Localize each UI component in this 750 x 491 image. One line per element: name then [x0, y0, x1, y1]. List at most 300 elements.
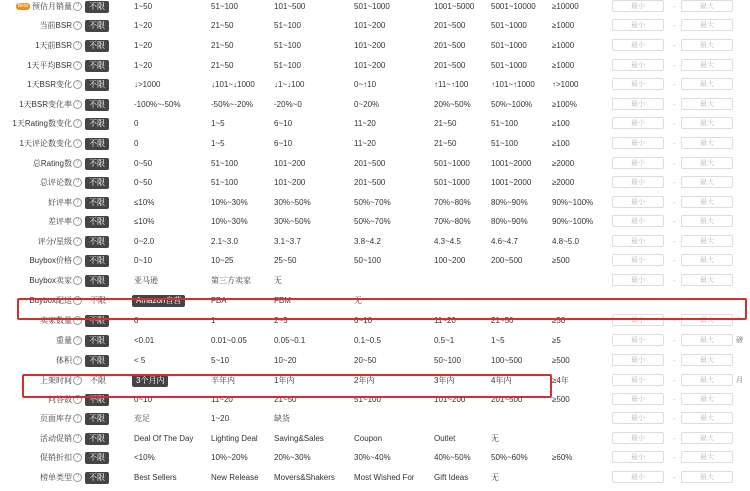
filter-option[interactable]: ≥50 — [552, 316, 566, 325]
filter-option[interactable]: 1~20 — [134, 61, 153, 70]
range-separator: - — [673, 376, 676, 385]
filter-option[interactable]: 51~100 — [491, 139, 518, 148]
min-input[interactable]: 最小 — [612, 393, 664, 405]
filter-option[interactable]: 1~5 — [211, 119, 225, 128]
filter-option[interactable]: Movers&Shakers — [274, 473, 335, 482]
min-input[interactable]: 最小 — [612, 471, 664, 483]
filter-option[interactable]: -20%~0 — [274, 100, 302, 109]
filter-option[interactable]: 51~100 — [211, 159, 238, 168]
filter-row — [0, 137, 750, 151]
filter-option[interactable]: 21~50 — [434, 139, 457, 148]
no-limit-option[interactable]: 不限 — [90, 296, 106, 305]
no-limit-option[interactable]: 不限 — [85, 177, 109, 189]
min-input[interactable]: 最小 — [612, 235, 664, 247]
filter-label — [40, 432, 82, 446]
help-icon: ? — [73, 198, 82, 207]
help-icon: ? — [73, 21, 82, 30]
filter-option[interactable]: 80%~90% — [491, 198, 528, 207]
filter-option[interactable]: 101~200 — [354, 61, 386, 70]
filter-option[interactable]: 1001~2000 — [491, 159, 532, 168]
filter-row — [0, 274, 750, 288]
filter-row — [0, 0, 750, 14]
max-input[interactable]: 最大 — [681, 451, 733, 463]
filter-option[interactable]: ≥500 — [552, 395, 570, 404]
no-limit-option[interactable]: 不限 — [85, 118, 109, 130]
filter-option[interactable]: 半年内 — [211, 376, 235, 385]
min-input[interactable]: 最小 — [612, 215, 664, 227]
filter-option[interactable]: ≥1000 — [552, 41, 575, 50]
filter-option[interactable]: 51~100 — [491, 119, 518, 128]
max-input[interactable]: 最大 — [681, 176, 733, 188]
no-limit-option[interactable]: 不限 — [85, 60, 109, 72]
filter-option[interactable]: 1~20 — [134, 21, 153, 30]
filter-option[interactable]: 10~25 — [211, 256, 234, 265]
min-input[interactable]: 最小 — [612, 374, 664, 386]
filter-option[interactable]: Amazon自营 — [132, 295, 185, 307]
filter-option[interactable]: FBA — [211, 296, 227, 305]
filter-option[interactable]: 亚马逊 — [134, 276, 158, 285]
no-limit-option[interactable]: 不限 — [85, 99, 109, 111]
range-separator: - — [673, 100, 676, 109]
filter-option[interactable]: 51~100 — [274, 21, 301, 30]
filter-option[interactable]: ≥1000 — [552, 21, 575, 30]
filter-label-text: 1天Rating数变化 — [12, 119, 72, 128]
filter-option[interactable]: 51~100 — [211, 178, 238, 187]
filter-option[interactable]: Outlet — [434, 434, 456, 443]
help-icon: ? — [73, 80, 82, 89]
filter-option[interactable]: 第三方卖家 — [211, 276, 251, 285]
max-input[interactable]: 最大 — [681, 215, 733, 227]
filter-option[interactable]: 0 — [134, 119, 139, 128]
filter-option[interactable]: 20%~30% — [274, 453, 311, 462]
max-input[interactable]: 最大 — [681, 157, 733, 169]
filter-option[interactable]: 无 — [354, 296, 362, 305]
filter-option[interactable]: 30%~50% — [274, 198, 311, 207]
filter-option[interactable]: 2.1~3.0 — [211, 237, 238, 246]
max-input[interactable]: 最大 — [681, 137, 733, 149]
filter-option[interactable]: 2年内 — [354, 376, 375, 385]
no-limit-option[interactable]: 不限 — [85, 433, 109, 445]
max-input[interactable]: 最大 — [681, 117, 733, 129]
filter-option[interactable]: 3个月内 — [132, 375, 168, 387]
filter-option[interactable]: Most Wished For — [354, 473, 415, 482]
filter-option[interactable]: 501~1000 — [434, 159, 470, 168]
filter-option[interactable]: ≥4年 — [552, 376, 569, 385]
filter-option[interactable]: 30%~50% — [274, 217, 311, 226]
min-input[interactable]: 最小 — [612, 137, 664, 149]
filter-option[interactable]: 200~500 — [491, 256, 523, 265]
max-input[interactable]: 最大 — [681, 432, 733, 444]
range-separator: - — [673, 139, 676, 148]
unit-label: 磅 — [736, 337, 743, 344]
help-icon: ? — [73, 336, 82, 345]
max-input[interactable]: 最大 — [681, 59, 733, 71]
filter-option[interactable]: 0 — [134, 139, 139, 148]
filter-option[interactable]: <0.01 — [134, 336, 155, 345]
max-input[interactable]: 最大 — [681, 235, 733, 247]
filter-option[interactable]: ≥2000 — [552, 159, 575, 168]
filter-option[interactable]: ≤10% — [134, 198, 155, 207]
no-limit-option[interactable]: 不限 — [85, 315, 109, 327]
filter-option[interactable]: 501~1000 — [491, 21, 527, 30]
filter-label — [48, 196, 82, 210]
filter-option[interactable]: 0~10 — [134, 256, 153, 265]
filter-option[interactable]: 1 — [211, 316, 216, 325]
filter-option[interactable]: 25~50 — [274, 256, 297, 265]
min-input[interactable]: 最小 — [612, 39, 664, 51]
range-separator: - — [673, 453, 676, 462]
filter-option[interactable]: -50%~-20% — [211, 100, 254, 109]
filter-option[interactable]: 11~20 — [354, 119, 376, 128]
min-input[interactable]: 最小 — [612, 0, 664, 12]
filter-option[interactable]: 1~5 — [491, 336, 505, 345]
min-input[interactable]: 最小 — [612, 176, 664, 188]
filter-option[interactable]: 11~20 — [354, 139, 376, 148]
filter-row — [0, 98, 750, 112]
filter-option[interactable]: 50~100 — [354, 256, 381, 265]
no-limit-option[interactable]: 不限 — [90, 376, 106, 385]
filter-option[interactable]: 0~50 — [134, 178, 153, 187]
filter-row — [0, 451, 750, 465]
min-input[interactable]: 最小 — [612, 157, 664, 169]
filter-option[interactable]: 501~1000 — [354, 2, 390, 11]
filter-option[interactable]: 6~10 — [354, 316, 373, 325]
filter-option[interactable]: 70%~80% — [434, 198, 471, 207]
max-input[interactable]: 最大 — [681, 254, 733, 266]
help-icon: ? — [73, 395, 82, 404]
no-limit-option[interactable]: 不限 — [85, 275, 109, 287]
max-input[interactable]: 最大 — [681, 393, 733, 405]
filter-label — [12, 117, 82, 131]
max-input[interactable]: 最大 — [681, 274, 733, 286]
max-input[interactable]: 最大 — [681, 334, 733, 346]
filter-option[interactable]: ↓1~↓100 — [274, 80, 305, 89]
no-limit-option[interactable]: 不限 — [85, 335, 109, 347]
no-limit-option[interactable]: 不限 — [85, 79, 109, 91]
max-input[interactable]: 最大 — [681, 78, 733, 90]
filter-row — [0, 19, 750, 33]
filter-option[interactable]: 充足 — [134, 414, 150, 423]
filter-option[interactable]: Coupon — [354, 434, 383, 443]
min-input[interactable]: 最小 — [612, 254, 664, 266]
filter-label-text: 问答数 — [48, 395, 72, 404]
min-input[interactable]: 最小 — [612, 117, 664, 129]
filter-option[interactable]: FBM — [274, 296, 291, 305]
filter-row — [0, 117, 750, 131]
filter-option[interactable]: 201~500 — [434, 21, 466, 30]
filter-option[interactable]: ↓101~↓1000 — [211, 80, 255, 89]
max-input[interactable]: 最大 — [681, 471, 733, 483]
filter-option[interactable]: ↑101~↑1000 — [491, 80, 535, 89]
filter-label — [40, 176, 82, 190]
max-input[interactable]: 最大 — [681, 374, 733, 386]
filter-option[interactable]: Saving&Sales — [274, 434, 324, 443]
filter-option[interactable]: 4.3~4.5 — [434, 237, 461, 246]
filter-option[interactable]: ≥500 — [552, 356, 570, 365]
filter-option[interactable]: 11~20 — [434, 316, 456, 325]
filter-option[interactable]: 101~500 — [274, 2, 306, 11]
help-icon: ? — [73, 434, 82, 443]
filter-label-text: 总评论数 — [40, 178, 72, 187]
filter-option[interactable]: -100%~-50% — [134, 100, 181, 109]
min-input[interactable]: 最小 — [612, 432, 664, 444]
filter-option[interactable]: ↓>1000 — [134, 80, 161, 89]
filter-option[interactable]: 501~1000 — [491, 61, 527, 70]
min-input[interactable]: 最小 — [612, 314, 664, 326]
filter-label-text: 1天BSR变化 — [27, 80, 72, 89]
filter-option[interactable]: 50%~100% — [491, 100, 533, 109]
filter-option[interactable]: 201~500 — [354, 178, 386, 187]
range-separator: - — [673, 61, 676, 70]
filter-label-text: 好评率 — [48, 198, 72, 207]
filter-option[interactable]: 90%~100% — [552, 217, 594, 226]
filter-label-text: 卖家数量 — [40, 316, 72, 325]
filter-option[interactable]: 40%~50% — [434, 453, 471, 462]
filter-option[interactable]: 501~1000 — [434, 178, 470, 187]
min-input[interactable]: 最小 — [612, 334, 664, 346]
filter-label — [56, 354, 82, 368]
filter-option[interactable]: 201~500 — [491, 395, 523, 404]
filter-option[interactable]: Gift Ideas — [434, 473, 469, 482]
filter-option[interactable]: ≥2000 — [552, 178, 575, 187]
filter-option[interactable]: 21~50 — [211, 41, 234, 50]
filter-option[interactable]: 1~50 — [134, 2, 153, 11]
filter-option[interactable]: 0~50 — [134, 159, 153, 168]
filter-option[interactable]: 20%~50% — [434, 100, 471, 109]
filter-option[interactable]: 0~20% — [354, 100, 380, 109]
filter-label-text: 重量 — [56, 336, 72, 345]
filter-option[interactable]: ≥100 — [552, 139, 570, 148]
filter-label-text: 评分/星级 — [37, 237, 72, 246]
no-limit-option[interactable]: 不限 — [85, 20, 109, 32]
no-limit-option[interactable]: 不限 — [85, 394, 109, 406]
min-input[interactable]: 最小 — [612, 196, 664, 208]
filter-option[interactable]: 21~50 — [211, 61, 234, 70]
min-input[interactable]: 最小 — [612, 98, 664, 110]
max-input[interactable]: 最大 — [681, 0, 733, 12]
min-input[interactable]: 最小 — [612, 19, 664, 31]
filter-option[interactable]: 50%~70% — [354, 198, 391, 207]
filter-option[interactable]: 3.1~3.7 — [274, 237, 301, 246]
range-separator: - — [673, 237, 676, 246]
filter-option[interactable]: 90%~100% — [552, 198, 594, 207]
filter-label — [56, 334, 82, 348]
filter-option[interactable]: ≥100 — [552, 119, 570, 128]
min-input[interactable]: 最小 — [612, 451, 664, 463]
filter-option[interactable]: ≥1000 — [552, 61, 575, 70]
filter-option[interactable]: Lighting Deal — [211, 434, 258, 443]
help-icon: ? — [73, 316, 82, 325]
filter-option[interactable]: 4.6~4.7 — [491, 237, 518, 246]
filter-option[interactable]: 1~20 — [134, 41, 153, 50]
help-icon: ? — [73, 159, 82, 168]
filter-option[interactable]: 101~200 — [274, 159, 306, 168]
filter-row — [0, 432, 750, 446]
filter-option[interactable]: 4.8~5.0 — [552, 237, 579, 246]
filter-option[interactable]: 无 — [491, 434, 499, 443]
filter-label — [38, 235, 82, 249]
filter-option[interactable]: ≥100% — [552, 100, 577, 109]
min-input[interactable]: 最小 — [612, 354, 664, 366]
no-limit-option[interactable]: 不限 — [85, 236, 109, 248]
filter-option[interactable]: 3.8~4.2 — [354, 237, 381, 246]
highlight-box — [22, 374, 552, 398]
filter-option[interactable]: 10%~20% — [211, 453, 248, 462]
filter-option[interactable]: 11~20 — [211, 395, 233, 404]
filter-label-text: 总Rating数 — [32, 159, 72, 168]
filter-label-text: 1天评论数变化 — [19, 139, 72, 148]
filter-option[interactable]: 0 — [134, 316, 139, 325]
filter-option[interactable]: ≤10% — [134, 217, 155, 226]
filter-option[interactable]: Best Sellers — [134, 473, 177, 482]
range-separator: - — [673, 198, 676, 207]
max-input[interactable]: 最大 — [681, 314, 733, 326]
filter-option[interactable]: 10%~30% — [211, 198, 248, 207]
filter-option[interactable]: ↑11~↑100 — [434, 80, 469, 89]
min-input[interactable]: 最小 — [612, 274, 664, 286]
filter-option[interactable]: ≥5 — [552, 336, 561, 345]
no-limit-option[interactable]: 不限 — [85, 158, 109, 170]
min-input[interactable]: 最小 — [612, 412, 664, 424]
filter-row — [0, 78, 750, 92]
max-input[interactable]: 最大 — [681, 196, 733, 208]
filter-option[interactable]: 5~10 — [211, 356, 230, 365]
filter-row — [0, 39, 750, 53]
filter-option[interactable]: 0~10 — [134, 395, 153, 404]
filter-option[interactable]: 50~100 — [434, 356, 461, 365]
filter-option[interactable]: 80%~90% — [491, 217, 528, 226]
filter-option[interactable]: 101~200 — [434, 395, 466, 404]
unit-label: 月 — [736, 377, 743, 384]
no-limit-option[interactable]: 不限 — [85, 1, 109, 13]
filter-label-text: 体积 — [56, 356, 72, 365]
filter-option[interactable]: < 5 — [134, 356, 146, 365]
filter-option[interactable]: 51~100 — [354, 395, 381, 404]
no-limit-option[interactable]: 不限 — [85, 138, 109, 150]
filter-label-text: 榜单类型 — [40, 473, 72, 482]
filter-option[interactable]: 6~10 — [274, 119, 293, 128]
filter-label-text: Buybox配送 — [29, 296, 72, 305]
filter-option[interactable]: 201~500 — [434, 61, 466, 70]
no-limit-option[interactable]: 不限 — [85, 413, 109, 425]
filter-label-text: Buybox卖家 — [29, 276, 72, 285]
filter-option[interactable]: 100~200 — [434, 256, 466, 265]
filter-option[interactable]: 50%~60% — [491, 453, 528, 462]
filter-option[interactable]: 0.5~1 — [434, 336, 455, 345]
max-input[interactable]: 最大 — [681, 19, 733, 31]
filter-option[interactable]: ≥10000 — [552, 2, 579, 11]
no-limit-option[interactable]: 不限 — [85, 197, 109, 209]
filter-label-text: 1天平均BSR — [27, 61, 72, 70]
filter-option[interactable]: ≥60% — [552, 453, 573, 462]
filter-option[interactable]: 6~10 — [274, 139, 293, 148]
max-input[interactable]: 最大 — [681, 98, 733, 110]
no-limit-option[interactable]: 不限 — [85, 40, 109, 52]
filter-option[interactable]: 0.01~0.05 — [211, 336, 247, 345]
no-limit-option[interactable]: 不限 — [85, 472, 109, 484]
help-icon: ? — [73, 2, 82, 11]
filter-option[interactable]: 21~50 — [434, 119, 457, 128]
filter-label-text: 活动促销 — [40, 434, 72, 443]
filter-option[interactable]: 1~20 — [211, 414, 230, 423]
max-input[interactable]: 最大 — [681, 412, 733, 424]
filter-option[interactable]: 0~↑10 — [354, 80, 377, 89]
filter-option[interactable]: 51~100 — [274, 41, 301, 50]
filter-option[interactable]: 无 — [491, 473, 499, 482]
filter-option[interactable]: 501~1000 — [491, 41, 527, 50]
filter-option[interactable]: 51~100 — [211, 2, 238, 11]
filter-option[interactable]: 101~200 — [274, 178, 306, 187]
filter-option[interactable]: 101~200 — [354, 21, 386, 30]
filter-option[interactable]: 30%~40% — [354, 453, 391, 462]
max-input[interactable]: 最大 — [681, 39, 733, 51]
filter-option[interactable]: 3年内 — [434, 376, 455, 385]
range-separator: - — [673, 395, 676, 404]
filter-option[interactable]: New Release — [211, 473, 259, 482]
filter-label-text: 促销折扣 — [40, 453, 72, 462]
min-input[interactable]: 最小 — [612, 59, 664, 71]
filter-option[interactable]: 50%~70% — [354, 217, 391, 226]
no-limit-option[interactable]: 不限 — [85, 255, 109, 267]
filter-option[interactable]: 100~500 — [491, 356, 523, 365]
filter-label — [40, 451, 82, 465]
filter-option[interactable]: <10% — [134, 453, 155, 462]
filter-option[interactable]: 51~100 — [274, 61, 301, 70]
filter-option[interactable]: 1001~5000 — [434, 2, 475, 11]
filter-option[interactable]: 1年内 — [274, 376, 295, 385]
filter-option[interactable]: 101~200 — [354, 41, 386, 50]
range-separator: - — [673, 276, 676, 285]
filter-option[interactable]: 0~2.0 — [134, 237, 155, 246]
range-separator: - — [673, 21, 676, 30]
help-icon: ? — [73, 178, 82, 187]
min-input[interactable]: 最小 — [612, 78, 664, 90]
help-icon: ? — [73, 217, 82, 226]
filter-option[interactable]: 0.05~0.1 — [274, 336, 306, 345]
no-limit-option[interactable]: 不限 — [85, 355, 109, 367]
filter-option[interactable]: 缺货 — [274, 414, 290, 423]
filter-option[interactable]: 0.1~0.5 — [354, 336, 381, 345]
filter-label — [40, 471, 82, 485]
filter-label — [33, 157, 82, 171]
filter-option[interactable]: 70%~80% — [434, 217, 471, 226]
filter-option[interactable]: 20~50 — [354, 356, 377, 365]
no-limit-option[interactable]: 不限 — [85, 452, 109, 464]
help-icon: ? — [73, 100, 82, 109]
filter-option[interactable]: 21~50 — [491, 316, 514, 325]
filter-label-text: 1天BSR变化率 — [19, 100, 72, 109]
filter-option[interactable]: 5001~10000 — [491, 2, 536, 11]
filter-option[interactable]: 2~5 — [274, 316, 288, 325]
max-input[interactable]: 最大 — [681, 354, 733, 366]
filter-option[interactable]: ↑>1000 — [552, 80, 579, 89]
filter-option[interactable]: 10~20 — [274, 356, 297, 365]
no-limit-option[interactable]: 不限 — [85, 216, 109, 228]
filter-option[interactable]: 201~500 — [354, 159, 386, 168]
filter-option[interactable]: 1001~2000 — [491, 178, 532, 187]
filter-option[interactable]: Deal Of The Day — [134, 434, 194, 443]
filter-label — [29, 254, 82, 268]
filter-option[interactable]: 21~50 — [274, 395, 297, 404]
filter-option[interactable]: 4年内 — [491, 376, 512, 385]
filter-option[interactable]: 1~5 — [211, 139, 225, 148]
filter-option[interactable]: 201~500 — [434, 41, 466, 50]
filter-option[interactable]: 10%~30% — [211, 217, 248, 226]
filter-option[interactable]: 无 — [274, 276, 282, 285]
filter-label — [40, 412, 82, 426]
filter-option[interactable]: 21~50 — [211, 21, 234, 30]
filter-option[interactable]: ≥500 — [552, 256, 570, 265]
